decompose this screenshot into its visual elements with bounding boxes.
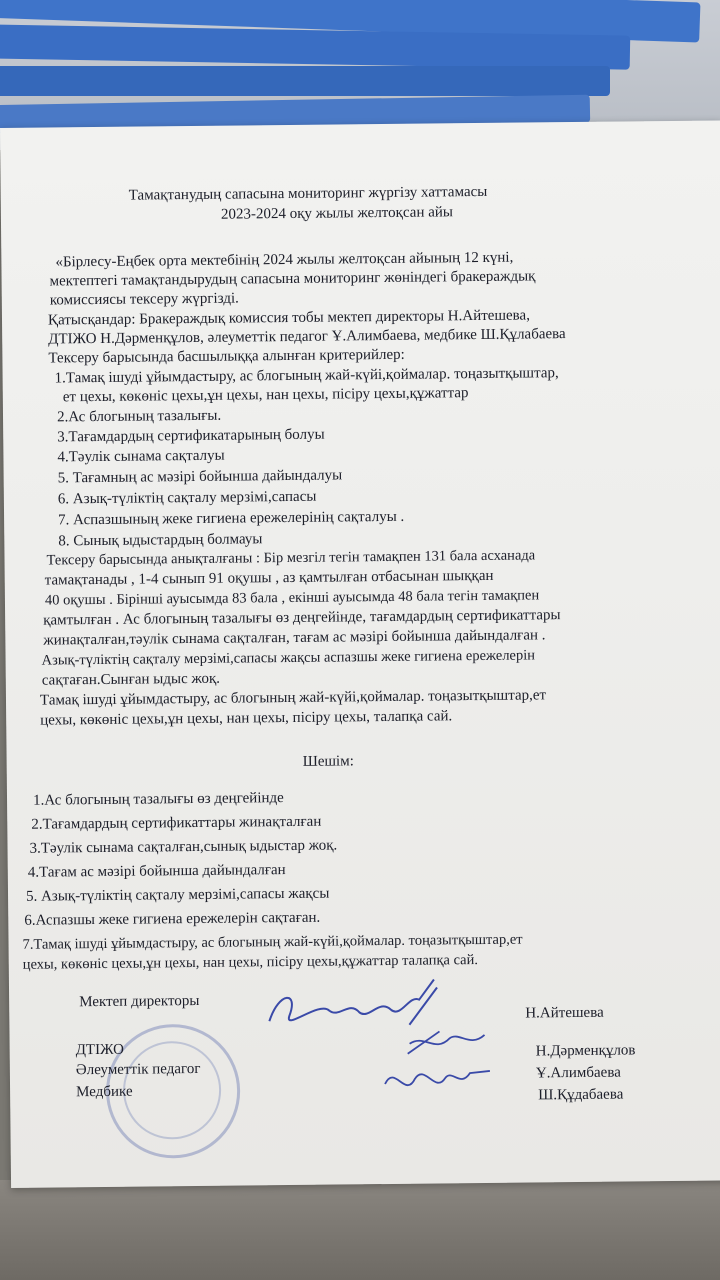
intro-line: комиссиясы тексеру жүргізді. (49, 290, 239, 309)
findings-line: Тексеру барысында анықталғаны : Бір мезгіл тегін тамақпен 131 бала асханада (46, 547, 536, 569)
document-page (0, 120, 720, 1188)
findings-line: тамақтанады , 1-4 сынып 91 оқушы , аз қамтылған отбасынан шыққан (44, 567, 494, 589)
staff-signatures-icon (379, 1023, 510, 1114)
decision-item: 7.Тамақ ішуді ұйымдастыру, ас блогының жай-күйі,қоймалар. тоңазытқыштар,ет (22, 931, 523, 953)
criteria-item: 3.Тағамдардың сертификатарының болуы (57, 426, 325, 446)
criteria-item: 8. Сынық ыдыстардың болмауы (58, 531, 263, 550)
document-title: Тамақтанудың сапасына мониторинг жүргізу хаттамасы (128, 183, 488, 204)
decision-item: цехы, көкөніс цехы,ұн цехы, нан цехы, пісіру цехы,құжаттар талапқа сай. (22, 952, 479, 973)
blue-folder (0, 66, 610, 96)
staff-name: Ұ.Алимбаева (535, 1064, 621, 1082)
findings-line: жинақталған,тәулік сынама сақталған, тағам ас мәзірі бойынша дайындалған . (43, 627, 546, 649)
decision-item: 4.Тағам ас мәзірі бойынша дайындалған (27, 862, 286, 881)
document-subtitle: 2023-2024 оқу жылы желтоқсан айы (220, 204, 454, 223)
role-label: Әлеуметтік педагог (75, 1060, 201, 1079)
findings-line: Тамақ ішуді ұйымдастыру, ас блогының жай-күйі,қоймалар. тоңазытқыштар,ет (39, 687, 547, 709)
participants-line: ДТІЖО Н.Дәрменқұлов, әлеуметтік педагог Ұ.Алимбаева, медбике Ш.Құлабаева (48, 326, 566, 348)
decision-item: 2.Тағамдардың сертификаттары жинақталған (31, 813, 322, 833)
criteria-item: 5. Тағамның ас мәзірі бойынша дайындалуы (57, 467, 343, 487)
director-name: Н.Айтешева (525, 1004, 604, 1022)
background-surface (0, 1180, 720, 1280)
staff-name: Н.Дәрменқұлов (535, 1042, 636, 1060)
findings-line: Азық-түліктің сақталу мерзімі,сапасы жақсы аспазшы жеке гигиена ережелерін (41, 647, 536, 669)
criteria-item: 2.Ас блогының тазалығы. (56, 407, 222, 426)
findings-line: 40 оқушы . Бірінші ауысымда 83 бала , екінші ауысымда 48 бала тегін тамақпен (44, 587, 540, 609)
director-role: Мектеп директоры (79, 992, 200, 1011)
decision-item: 1.Ас блогының тазалығы өз деңгейінде (32, 790, 284, 809)
findings-line: сақтаған.Сынған ыдыс жоқ. (41, 670, 221, 689)
decision-item: 5. Азық-түліктің сақталу мерзімі,сапасы жақсы (25, 885, 330, 905)
criteria-item: 4.Тәулік сынама сақталуы (57, 447, 225, 466)
participants-line: Қатысқандар: Бракераждық комиссия тобы мектеп директоры Н.Айтешева, (47, 307, 530, 329)
staff-name: Ш.Құдабаева (538, 1086, 624, 1104)
criteria-item: 6. Азық-түліктің сақталу мерзімі,сапасы (57, 488, 317, 508)
findings-line: қамтылған . Ас блогының тазалығы өз деңгейінде, тағамдардың сертификаттары (43, 607, 561, 629)
criteria-item: 7. Аспазшының жеке гигиена ережелерінің сақталуы . (58, 508, 405, 529)
criteria-heading: Тексеру барысында басшылыққа алынған критерийлер: (48, 346, 405, 367)
criteria-item: ет цехы, көкөніс цехы,ұн цехы, нан цехы, пісіру цехы,құжаттар (62, 385, 469, 406)
intro-line: «Бірлесу-Еңбек орта мектебінің 2024 жылы желтоқсан айының 12 күні, (55, 249, 514, 271)
intro-line: мектептегі тамақтандырудың сапасына мониторинг жөніндегі бракераждық (49, 268, 536, 290)
criteria-item: 1.Тамақ ішуді ұйымдастыру, ас блогының жай-күйі,қоймалар. тоңазытқыштар, (54, 365, 559, 387)
findings-line: цехы, көкөніс цехы,ұн цехы, нан цехы, пісіру цехы, талапқа сай. (40, 708, 453, 729)
role-label: Медбике (76, 1083, 133, 1101)
decision-item: 6.Аспазшы жеке гигиена ережелерін сақтаған. (24, 909, 321, 929)
decision-heading: Шешім: (302, 753, 354, 770)
decision-item: 3.Тәулік сынама сақталған,сынық ыдыстар жоқ. (29, 837, 338, 857)
role-label: ДТІЖО (75, 1041, 125, 1059)
